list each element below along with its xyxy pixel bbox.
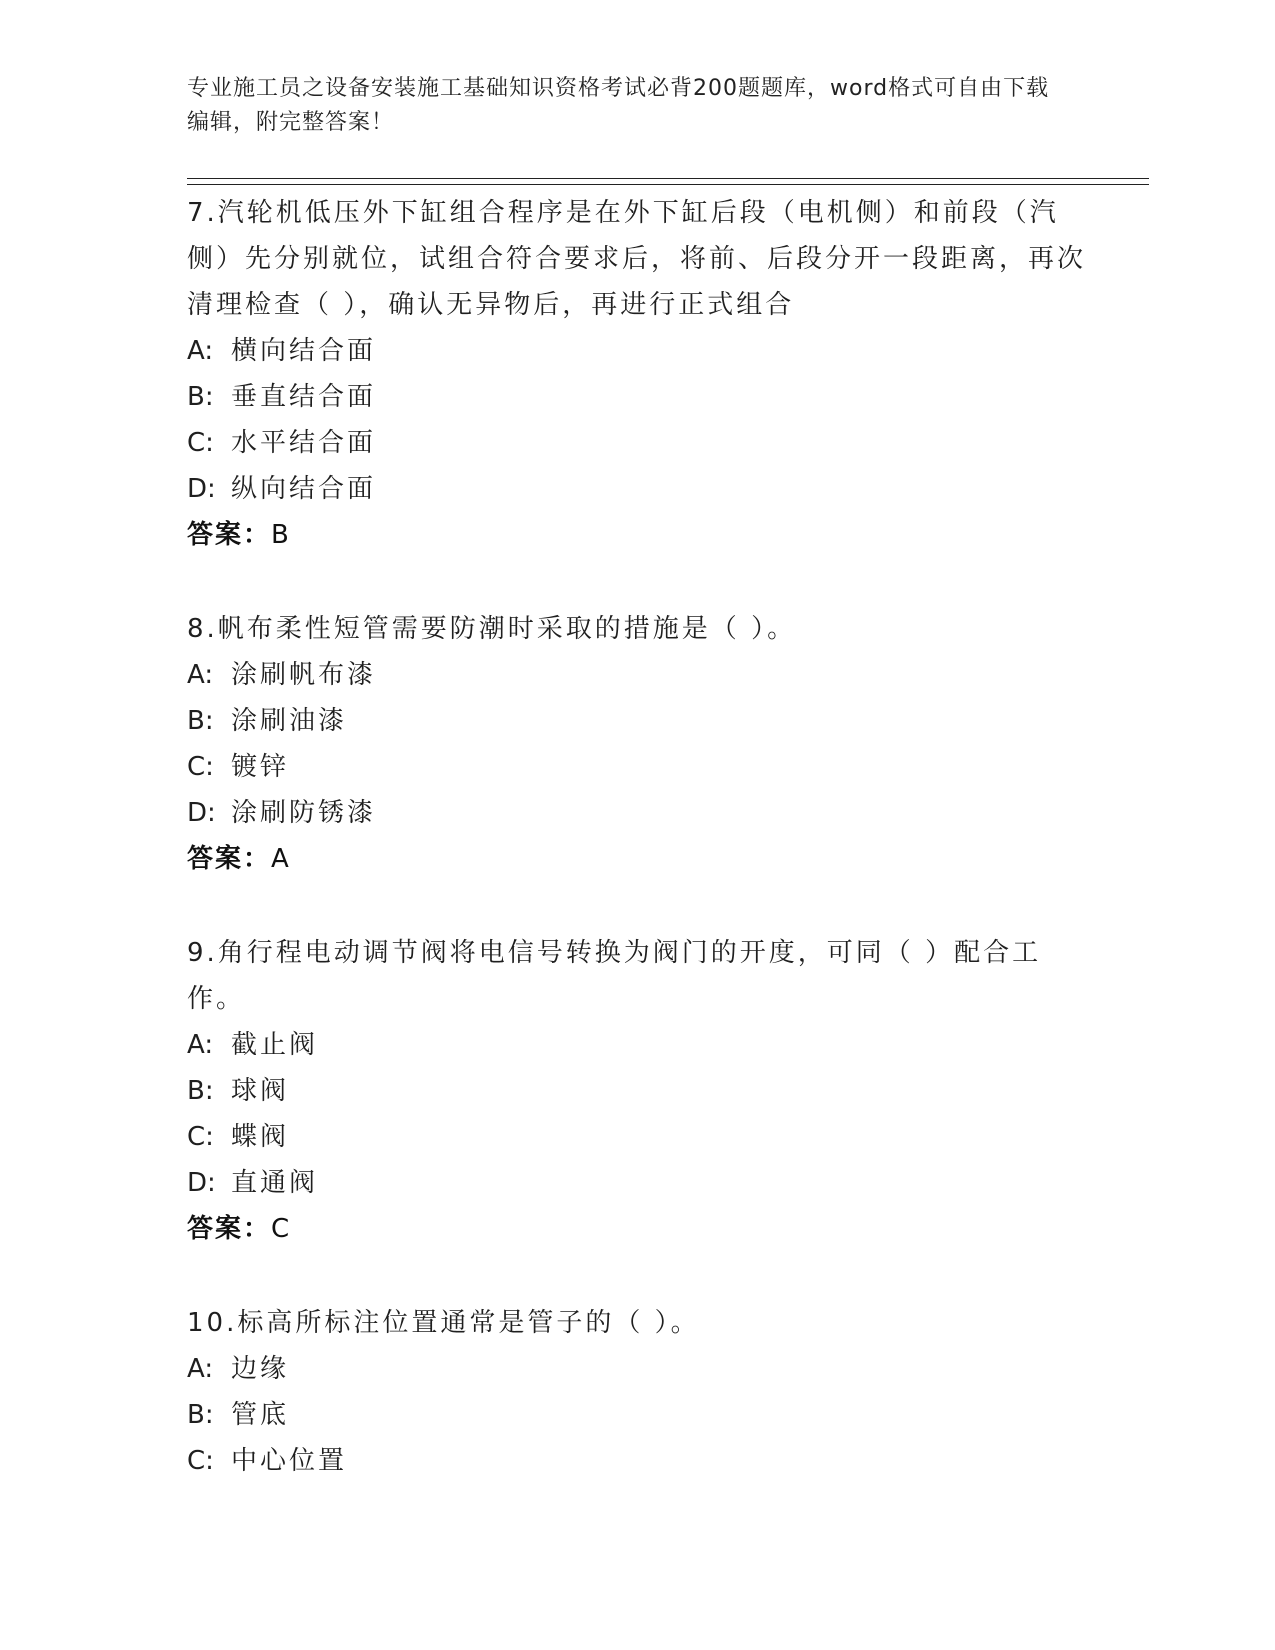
answer-line: [187, 836, 1087, 882]
option-text: 边缘: [231, 1354, 290, 1384]
option-text: 球阀: [231, 1076, 290, 1106]
option-letter: C:: [187, 1446, 214, 1476]
question-10: [187, 1300, 1087, 1484]
answer-value: B: [271, 520, 291, 550]
option-text: 垂直结合面: [231, 382, 377, 412]
option-c: [187, 1438, 1087, 1484]
question-list: [187, 190, 1087, 1532]
option-text: 截止阀: [231, 1030, 319, 1060]
option-a: [187, 328, 1087, 374]
option-text: 涂刷油漆: [231, 706, 348, 736]
option-letter: B:: [187, 382, 214, 412]
option-b: [187, 698, 1087, 744]
option-c: [187, 420, 1087, 466]
question-7: [187, 190, 1087, 558]
question-stem: 8.帆布柔性短管需要防潮时采取的措施是（ ）。: [187, 614, 797, 644]
header-divider-top: [187, 178, 1149, 179]
question-stem: 7.汽轮机低压外下缸组合程序是在外下缸后段（电机侧）和前段（汽侧）先分别就位，试组合符合要求后，将前、后段分开一段距离，再次清理检查（ ），确认无异物后，再进行正式组合: [187, 198, 1087, 320]
option-letter: A:: [187, 336, 214, 366]
option-letter: A:: [187, 660, 214, 690]
option-letter: C:: [187, 1122, 214, 1152]
option-text: 中心位置: [231, 1446, 348, 1476]
option-text: 镀锌: [231, 752, 290, 782]
option-letter: D:: [187, 474, 216, 504]
option-letter: B:: [187, 1400, 214, 1430]
option-letter: A:: [187, 1354, 214, 1384]
answer-label: 答案：: [187, 520, 272, 550]
option-a: [187, 652, 1087, 698]
option-b: [187, 374, 1087, 420]
option-b: [187, 1068, 1087, 1114]
option-d: [187, 466, 1087, 512]
option-d: [187, 1160, 1087, 1206]
option-letter: B:: [187, 706, 214, 736]
option-letter: C:: [187, 752, 214, 782]
option-text: 蝶阀: [231, 1122, 290, 1152]
option-text: 直通阀: [231, 1168, 319, 1198]
answer-label: 答案：: [187, 1214, 272, 1244]
option-text: 涂刷帆布漆: [231, 660, 377, 690]
option-text: 水平结合面: [231, 428, 377, 458]
question-stem: 10.标高所标注位置通常是管子的（ ）。: [187, 1308, 700, 1338]
option-a: [187, 1346, 1087, 1392]
answer-line: [187, 1206, 1087, 1252]
option-text: 涂刷防锈漆: [231, 798, 377, 828]
option-letter: D:: [187, 1168, 216, 1198]
option-a: [187, 1022, 1087, 1068]
option-letter: C:: [187, 428, 214, 458]
option-letter: A:: [187, 1030, 214, 1060]
answer-line: [187, 512, 1087, 558]
option-d: [187, 790, 1087, 836]
option-letter: B:: [187, 1076, 214, 1106]
option-text: 纵向结合面: [231, 474, 377, 504]
option-letter: D:: [187, 798, 216, 828]
answer-value: A: [271, 844, 291, 874]
question-9: [187, 930, 1087, 1252]
answer-value: C: [271, 1214, 292, 1244]
option-text: 管底: [231, 1400, 290, 1430]
option-text: 横向结合面: [231, 336, 377, 366]
option-b: [187, 1392, 1087, 1438]
question-8: [187, 606, 1087, 882]
option-c: [187, 744, 1087, 790]
question-stem: 9.角行程电动调节阀将电信号转换为阀门的开度，可同（ ）配合工作。: [187, 938, 1042, 1014]
document-header: 专业施工员之设备安装施工基础知识资格考试必背200题题库，word格式可自由下载编辑，附完整答案！: [187, 76, 1050, 135]
answer-label: 答案：: [187, 844, 272, 874]
option-c: [187, 1114, 1087, 1160]
header-divider-bottom: [187, 184, 1149, 185]
